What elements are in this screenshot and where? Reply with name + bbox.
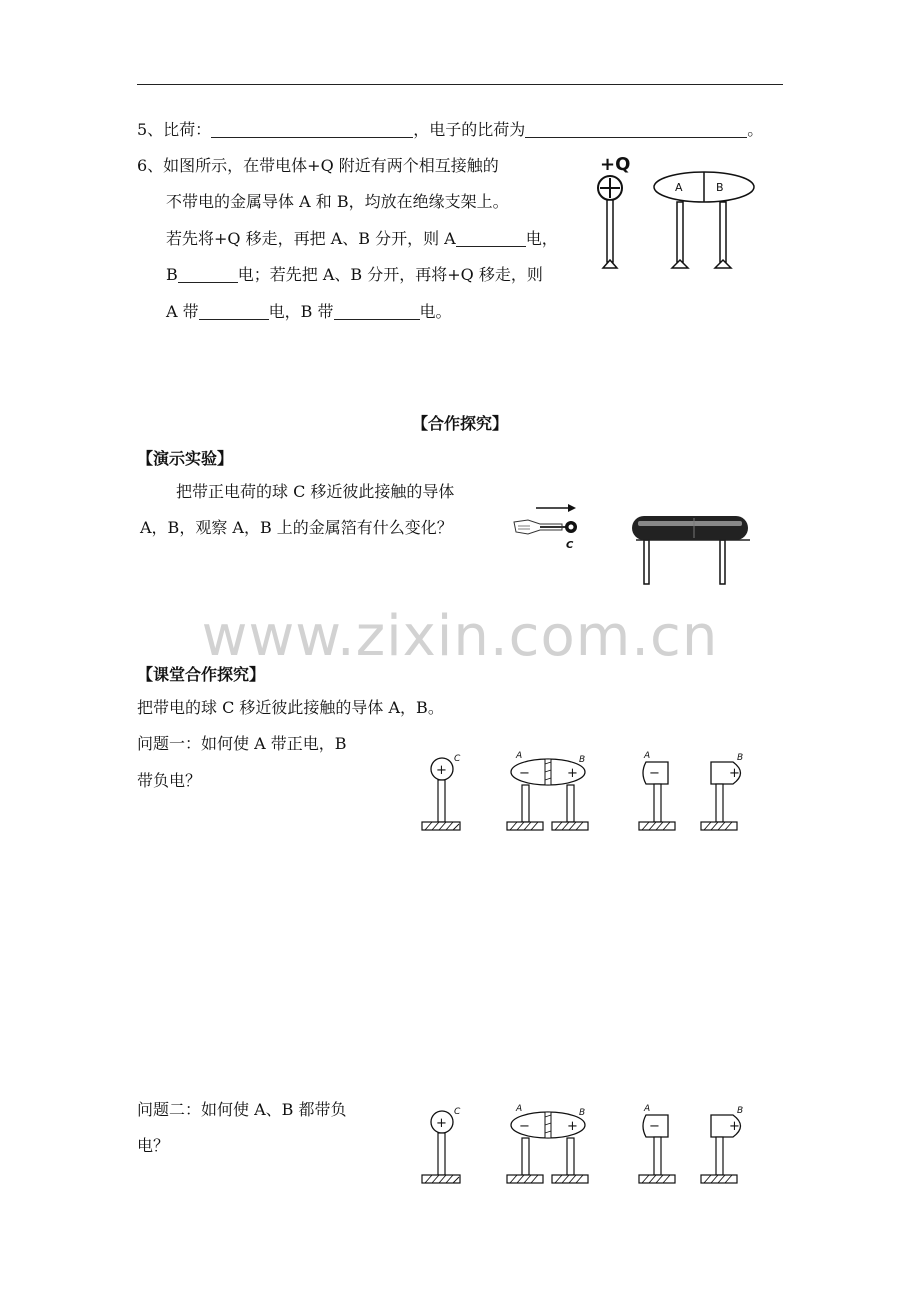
- rod-stand-a: [644, 540, 649, 584]
- demo-line-1: 把带正电荷的球 C 移近彼此接触的导体: [176, 482, 455, 501]
- q2-ball-c: [422, 1107, 461, 1183]
- question-5: [137, 120, 763, 140]
- svg-text:+: +: [567, 1119, 578, 1134]
- q6-line-5-b: 电，B 带: [268, 302, 334, 321]
- svg-text:−: −: [649, 1119, 660, 1134]
- svg-text:A: A: [516, 751, 523, 761]
- svg-text:+: +: [436, 763, 447, 778]
- label-b: B: [716, 181, 724, 194]
- q2-figure: [415, 1103, 765, 1193]
- svg-text:+: +: [729, 1119, 740, 1134]
- q6-line-5-a: A 带: [166, 302, 199, 321]
- svg-text:C: C: [454, 754, 461, 764]
- q1-figure: [415, 750, 765, 840]
- charge-label: +Q: [600, 154, 631, 175]
- q5-blank-1[interactable]: [211, 121, 413, 138]
- svg-text:A: A: [516, 1104, 523, 1114]
- label-a: A: [675, 181, 683, 194]
- charge-stand: [607, 200, 613, 262]
- q1-separated-ab: [639, 751, 743, 830]
- svg-text:B: B: [737, 753, 744, 763]
- demo-title: 【演示实验】: [137, 449, 234, 468]
- q6-line-1: 6、如图所示，在带电体+Q 附近有两个相互接触的: [137, 156, 499, 175]
- q6-blank-b[interactable]: [178, 266, 238, 283]
- q2-conductor-ab: [507, 1104, 588, 1183]
- demo-figure: [510, 496, 760, 588]
- q6-line-4-text: 电；若先把 A、B 分开，再将+Q 移走，则: [237, 265, 543, 284]
- q6-line-4-b: B: [166, 265, 178, 284]
- q1-line-1: 问题一：如何使 A 带正电，B: [137, 734, 347, 753]
- svg-text:−: −: [649, 766, 660, 781]
- class-intro: 把带电的球 C 移近彼此接触的导体 A，B。: [137, 698, 444, 717]
- svg-text:A: A: [644, 751, 651, 761]
- q6-line-3: [166, 229, 558, 249]
- q6-line-5: [166, 302, 452, 322]
- stand-a: [677, 202, 683, 262]
- q5-middle: ，电子的比荷为: [413, 120, 526, 139]
- class-section-title: 【课堂合作探究】: [137, 665, 266, 684]
- demo-line-2: A，B，观察 A，B 上的金属箔有什么变化？: [140, 518, 453, 537]
- q6-blank-a[interactable]: [456, 230, 526, 247]
- q6-line-2: 不带电的金属导体 A 和 B，均放在绝缘支架上。: [166, 192, 509, 211]
- q6-line-5-c: 电。: [419, 302, 452, 321]
- svg-text:−: −: [519, 766, 530, 781]
- svg-text:C: C: [454, 1107, 461, 1117]
- rod-stand-b: [720, 540, 725, 584]
- q6-line-4: [166, 265, 543, 285]
- svg-text:B: B: [579, 1108, 586, 1118]
- q6-blank-d[interactable]: [334, 303, 420, 320]
- q2-line-1: 问题二：如何使 A、B 都带负: [137, 1100, 347, 1119]
- watermark: www.zixin.com.cn: [201, 604, 719, 669]
- svg-text:A: A: [644, 1104, 651, 1114]
- svg-text:+: +: [729, 766, 740, 781]
- svg-text:B: B: [737, 1106, 744, 1116]
- svg-text:+: +: [567, 766, 578, 781]
- q6-figure: [595, 150, 775, 275]
- svg-text:+: +: [436, 1116, 447, 1131]
- section-title: 【合作探究】: [411, 414, 508, 433]
- q6-line-3-text: 若先将+Q 移走，再把 A、B 分开，则 A: [166, 229, 456, 248]
- q1-ball-c: [422, 754, 461, 830]
- q5-prefix: 5、比荷：: [137, 120, 212, 139]
- q1-line-2: 带负电？: [137, 771, 202, 790]
- svg-text:B: B: [579, 755, 586, 765]
- label-c: C: [566, 540, 574, 551]
- header-rule: [137, 84, 783, 85]
- q2-line-2: 电？: [137, 1136, 170, 1155]
- q6-blank-c[interactable]: [199, 303, 269, 320]
- svg-text:−: −: [519, 1119, 530, 1134]
- q1-conductor-ab: [507, 751, 588, 830]
- q6-line-3-end: 电，: [525, 229, 558, 248]
- q2-separated-ab: [639, 1104, 743, 1183]
- q5-blank-2[interactable]: [525, 121, 747, 138]
- conductor-rod: [632, 516, 748, 540]
- q5-end: 。: [747, 120, 764, 139]
- stand-b: [720, 202, 726, 262]
